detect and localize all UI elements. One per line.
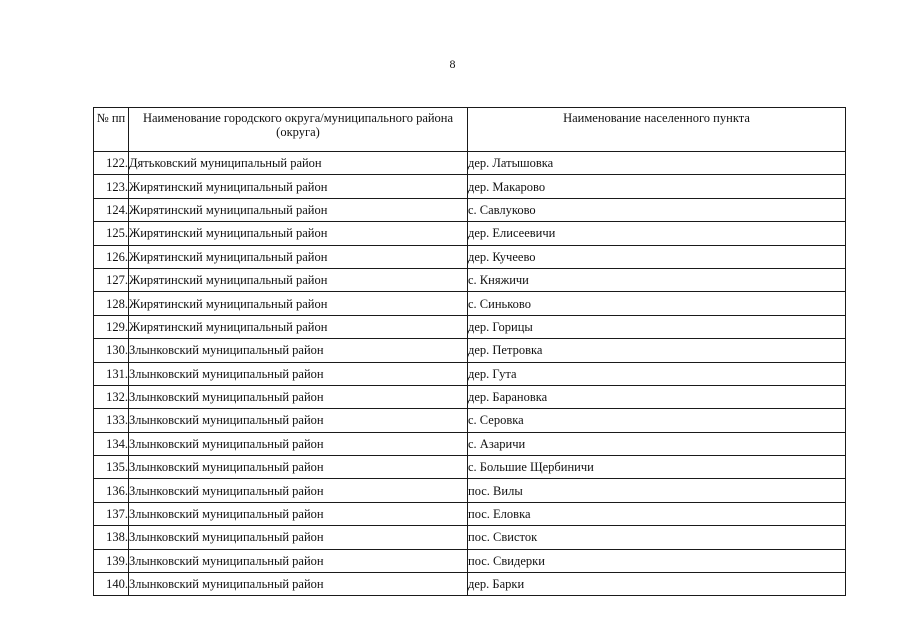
row-number: 130. — [94, 339, 129, 362]
table-row — [94, 526, 846, 549]
row-number: 122. — [94, 152, 129, 175]
settlement-cell: с. Серовка — [468, 409, 846, 432]
table-row — [94, 479, 846, 502]
district-cell: Жирятинский муниципальный район — [129, 292, 468, 315]
district-cell: Жирятинский муниципальный район — [129, 268, 468, 291]
row-number: 140. — [94, 573, 129, 596]
row-number: 123. — [94, 175, 129, 198]
row-number: 132. — [94, 385, 129, 408]
settlement-cell: дер. Кучеево — [468, 245, 846, 268]
row-number: 138. — [94, 526, 129, 549]
settlement-cell: с. Азаричи — [468, 432, 846, 455]
row-number: 124. — [94, 198, 129, 221]
table-row — [94, 245, 846, 268]
district-cell: Дятьковский муниципальный район — [129, 152, 468, 175]
row-number: 125. — [94, 222, 129, 245]
table-row — [94, 152, 846, 175]
row-number: 135. — [94, 456, 129, 479]
district-cell: Злынковский муниципальный район — [129, 385, 468, 408]
row-number: 127. — [94, 268, 129, 291]
settlement-cell: дер. Гута — [468, 362, 846, 385]
table-row — [94, 502, 846, 525]
settlement-cell: дер. Петровка — [468, 339, 846, 362]
district-cell: Злынковский муниципальный район — [129, 456, 468, 479]
table-row — [94, 339, 846, 362]
settlement-cell: с. Княжичи — [468, 268, 846, 291]
table-row — [94, 268, 846, 291]
district-cell: Злынковский муниципальный район — [129, 526, 468, 549]
header-settlement: Наименование населенного пункта — [468, 108, 846, 152]
settlement-cell: дер. Горицы — [468, 315, 846, 338]
district-cell: Жирятинский муниципальный район — [129, 175, 468, 198]
row-number: 133. — [94, 409, 129, 432]
page-number: 8 — [449, 57, 456, 71]
table-row — [94, 315, 846, 338]
district-cell: Злынковский муниципальный район — [129, 502, 468, 525]
district-cell: Жирятинский муниципальный район — [129, 198, 468, 221]
settlement-cell: дер. Барановка — [468, 385, 846, 408]
settlement-cell: дер. Макарово — [468, 175, 846, 198]
table-row — [94, 409, 846, 432]
settlement-cell: с. Большие Щербиничи — [468, 456, 846, 479]
table-row — [94, 549, 846, 572]
table-row — [94, 362, 846, 385]
row-number: 128. — [94, 292, 129, 315]
district-cell: Злынковский муниципальный район — [129, 549, 468, 572]
district-cell: Злынковский муниципальный район — [129, 362, 468, 385]
settlements-table — [93, 107, 846, 596]
district-cell: Злынковский муниципальный район — [129, 432, 468, 455]
row-number: 136. — [94, 479, 129, 502]
row-number: 139. — [94, 549, 129, 572]
table-row — [94, 456, 846, 479]
settlement-cell: дер. Елисеевичи — [468, 222, 846, 245]
district-cell: Злынковский муниципальный район — [129, 479, 468, 502]
settlement-cell: пос. Свидерки — [468, 549, 846, 572]
header-district: Наименование городского округа/муниципального района (округа) — [129, 108, 468, 152]
settlement-cell: пос. Вилы — [468, 479, 846, 502]
settlement-cell: пос. Свисток — [468, 526, 846, 549]
settlement-cell: пос. Еловка — [468, 502, 846, 525]
district-cell: Злынковский муниципальный район — [129, 339, 468, 362]
table-row — [94, 292, 846, 315]
table-row — [94, 175, 846, 198]
settlement-cell: с. Савлуково — [468, 198, 846, 221]
table-row — [94, 385, 846, 408]
row-number: 126. — [94, 245, 129, 268]
settlement-cell: с. Синьково — [468, 292, 846, 315]
row-number: 131. — [94, 362, 129, 385]
settlement-cell: дер. Латышовка — [468, 152, 846, 175]
table-row — [94, 198, 846, 221]
table-header-row — [94, 108, 846, 152]
district-cell: Жирятинский муниципальный район — [129, 245, 468, 268]
row-number: 137. — [94, 502, 129, 525]
table-row — [94, 573, 846, 596]
table-row — [94, 432, 846, 455]
table-row — [94, 222, 846, 245]
district-cell: Злынковский муниципальный район — [129, 573, 468, 596]
district-cell: Жирятинский муниципальный район — [129, 222, 468, 245]
district-cell: Жирятинский муниципальный район — [129, 315, 468, 338]
district-cell: Злынковский муниципальный район — [129, 409, 468, 432]
settlement-cell: дер. Барки — [468, 573, 846, 596]
header-num: № пп — [94, 108, 129, 152]
row-number: 134. — [94, 432, 129, 455]
row-number: 129. — [94, 315, 129, 338]
